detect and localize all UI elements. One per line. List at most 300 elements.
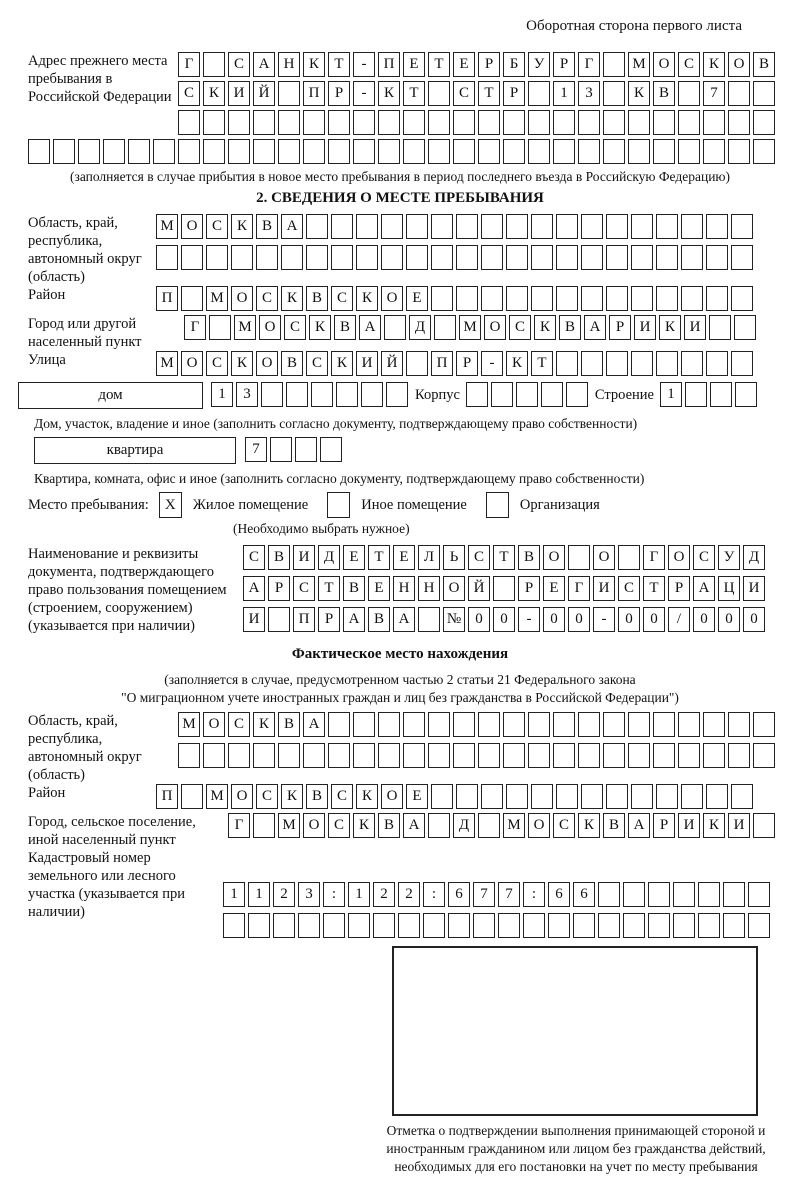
char-box: А: [303, 712, 325, 737]
char-box: [303, 743, 325, 768]
house-line: [18, 382, 800, 411]
oblast-row-1: [156, 214, 800, 239]
char-box: О: [181, 214, 203, 239]
char-box: [78, 139, 100, 164]
prev-address-row-2: [178, 81, 800, 106]
char-box: [203, 110, 225, 135]
char-box: [353, 743, 375, 768]
char-box: [581, 214, 603, 239]
char-box: Ь: [443, 545, 465, 570]
char-box: [478, 813, 500, 838]
char-box: 1: [660, 382, 682, 407]
char-box: В: [281, 351, 303, 376]
char-box: [373, 913, 395, 938]
char-box: [278, 110, 300, 135]
char-box: [503, 139, 525, 164]
char-box: [656, 286, 678, 311]
char-box: [728, 139, 750, 164]
char-box: [53, 139, 75, 164]
char-box: [631, 214, 653, 239]
document-row-2: [243, 576, 800, 601]
char-box: К: [506, 351, 528, 376]
char-box: Е: [406, 286, 428, 311]
char-box: [261, 382, 283, 407]
factual-title: Фактическое место нахождения: [291, 646, 509, 662]
gorod-label: Город или другой населенный пункт: [28, 316, 142, 350]
char-box: С: [256, 286, 278, 311]
char-box: [606, 784, 628, 809]
char-box: Д: [409, 315, 431, 340]
char-box: [656, 214, 678, 239]
char-box: [228, 743, 250, 768]
char-box: А: [628, 813, 650, 838]
char-box: О: [203, 712, 225, 737]
char-box: [731, 286, 753, 311]
char-box: [328, 110, 350, 135]
char-box: А: [243, 576, 265, 601]
char-box: [478, 139, 500, 164]
char-box: Г: [578, 52, 600, 77]
char-box: 0: [618, 607, 640, 632]
stroenie-label: Строение: [594, 387, 654, 403]
char-box: М: [503, 813, 525, 838]
char-box: [181, 245, 203, 270]
char-box: Й: [253, 81, 275, 106]
document-row-1: [243, 545, 800, 570]
char-box: М: [206, 784, 228, 809]
char-box: Т: [368, 545, 390, 570]
char-box: [228, 139, 250, 164]
apartment-number-row: [245, 437, 345, 462]
page-side-note: Оборотная сторона первого листа: [526, 18, 742, 34]
char-box: [753, 110, 775, 135]
stroenie-row: [660, 382, 760, 407]
char-box: [231, 245, 253, 270]
char-box: К: [356, 286, 378, 311]
char-box: П: [431, 351, 453, 376]
char-box: К: [331, 351, 353, 376]
char-box: Р: [328, 81, 350, 106]
char-box: И: [634, 315, 656, 340]
char-box: О: [231, 784, 253, 809]
char-box: К: [231, 351, 253, 376]
char-box: 7: [703, 81, 725, 106]
oblast-rows: [156, 214, 800, 276]
char-box: [295, 437, 317, 462]
char-box: [598, 882, 620, 907]
char-box: [710, 382, 732, 407]
char-box: [228, 110, 250, 135]
char-box: [466, 382, 488, 407]
char-box: [456, 245, 478, 270]
char-box: 2: [273, 882, 295, 907]
char-box: 0: [468, 607, 490, 632]
char-box: [581, 245, 603, 270]
char-box: В: [278, 712, 300, 737]
char-box: М: [234, 315, 256, 340]
char-box: [353, 712, 375, 737]
char-box: [28, 139, 50, 164]
char-box: Р: [518, 576, 540, 601]
char-box: :: [323, 882, 345, 907]
oblast-row-2: [156, 245, 800, 270]
char-box: 6: [548, 882, 570, 907]
char-box: У: [528, 52, 550, 77]
char-box: [209, 315, 231, 340]
char-box: [603, 712, 625, 737]
char-box: Е: [406, 784, 428, 809]
char-box: [628, 743, 650, 768]
char-box: 1: [248, 882, 270, 907]
char-box: Н: [393, 576, 415, 601]
char-box: [281, 245, 303, 270]
apartment-note: Квартира, комната, офис и иное (заполнить согласно документу, подтверждающему право собственности): [34, 471, 645, 486]
char-box: У: [718, 545, 740, 570]
char-box: 7: [473, 882, 495, 907]
char-box: Р: [456, 351, 478, 376]
stay-type-note: (Необходимо выбрать нужное): [233, 521, 410, 536]
char-box: [403, 712, 425, 737]
char-box: Б: [503, 52, 525, 77]
char-box: [453, 712, 475, 737]
char-box: [631, 351, 653, 376]
char-box: [381, 214, 403, 239]
char-box: П: [303, 81, 325, 106]
char-box: Д: [743, 545, 765, 570]
char-box: Й: [468, 576, 490, 601]
char-box: Г: [228, 813, 250, 838]
char-box: [706, 286, 728, 311]
char-box: [623, 913, 645, 938]
char-box: [706, 245, 728, 270]
char-box: 7: [245, 437, 267, 462]
char-box: В: [306, 784, 328, 809]
char-box: [706, 784, 728, 809]
char-box: [418, 607, 440, 632]
char-box: А: [281, 214, 303, 239]
char-box: [734, 315, 756, 340]
char-box: О: [668, 545, 690, 570]
char-box: [728, 110, 750, 135]
stamp-box: [392, 946, 758, 1116]
char-box: [178, 743, 200, 768]
char-box: И: [728, 813, 750, 838]
char-box: [706, 214, 728, 239]
char-box: Р: [668, 576, 690, 601]
korpus-label: Корпус: [415, 387, 460, 403]
kadastr-label: Кадастровый номер земельного или лесного участка (указывается при наличии): [28, 850, 185, 920]
char-box: 7: [498, 882, 520, 907]
char-box: [481, 784, 503, 809]
char-box: С: [331, 784, 353, 809]
char-box: [156, 245, 178, 270]
char-box: [728, 81, 750, 106]
char-box: 2: [398, 882, 420, 907]
char-box: Н: [418, 576, 440, 601]
factual-note-1: (заполняется в случае, предусмотренном частью 2 статьи 21 Федерального закона: [164, 672, 636, 687]
ulitsa-block: [28, 351, 800, 380]
house-type-box: [18, 382, 203, 409]
oblast-block: [28, 214, 800, 286]
char-box: В: [653, 81, 675, 106]
char-box: Е: [403, 52, 425, 77]
char-box: 0: [693, 607, 715, 632]
char-box: [553, 712, 575, 737]
char-box: [353, 139, 375, 164]
char-box: [681, 214, 703, 239]
checkbox-organization: [486, 492, 509, 518]
char-box: :: [523, 882, 545, 907]
char-box: [356, 214, 378, 239]
char-box: [361, 382, 383, 407]
char-box: [378, 110, 400, 135]
char-box: [206, 245, 228, 270]
house-note: Дом, участок, владение и иное (заполнить согласно документу, подтверждающему право собственности): [34, 416, 638, 431]
char-box: [270, 437, 292, 462]
char-box: [541, 382, 563, 407]
char-box: [478, 743, 500, 768]
char-box: С: [693, 545, 715, 570]
char-box: [253, 743, 275, 768]
char-box: Т: [531, 351, 553, 376]
char-box: [431, 245, 453, 270]
char-box: [384, 315, 406, 340]
char-box: С: [678, 52, 700, 77]
char-box: -: [481, 351, 503, 376]
char-box: -: [353, 52, 375, 77]
char-box: [278, 81, 300, 106]
char-box: [428, 81, 450, 106]
char-box: [548, 913, 570, 938]
char-box: [618, 545, 640, 570]
char-box: С: [293, 576, 315, 601]
char-box: [678, 743, 700, 768]
char-box: [628, 110, 650, 135]
char-box: К: [253, 712, 275, 737]
char-box: О: [728, 52, 750, 77]
char-box: И: [743, 576, 765, 601]
char-box: Т: [403, 81, 425, 106]
char-box: [673, 913, 695, 938]
char-box: :: [423, 882, 445, 907]
char-box: К: [659, 315, 681, 340]
char-box: [331, 245, 353, 270]
house-number-row: [211, 382, 411, 407]
char-box: [431, 214, 453, 239]
char-box: [268, 607, 290, 632]
char-box: [728, 743, 750, 768]
char-box: [656, 351, 678, 376]
factual-note-2: "О миграционном учете иностранных граждан и лиц без гражданства в Российской Федерации"): [121, 690, 679, 705]
char-box: [253, 139, 275, 164]
char-box: С: [228, 712, 250, 737]
char-box: Р: [478, 52, 500, 77]
char-box: И: [293, 545, 315, 570]
factual-oblast-row-2: [178, 743, 800, 768]
char-box: [203, 52, 225, 77]
char-box: [491, 382, 513, 407]
char-box: К: [231, 214, 253, 239]
char-box: [428, 813, 450, 838]
document-rows: [243, 545, 800, 638]
char-box: О: [484, 315, 506, 340]
char-box: [528, 110, 550, 135]
char-box: С: [243, 545, 265, 570]
char-box: [256, 245, 278, 270]
char-box: [181, 286, 203, 311]
char-box: О: [593, 545, 615, 570]
ulitsa-row: [156, 351, 756, 376]
char-box: [528, 139, 550, 164]
char-box: С: [206, 351, 228, 376]
char-box: [703, 743, 725, 768]
char-box: [606, 351, 628, 376]
char-box: [681, 784, 703, 809]
char-box: [628, 712, 650, 737]
char-box: [531, 214, 553, 239]
char-box: [456, 214, 478, 239]
char-box: [566, 382, 588, 407]
char-box: М: [628, 52, 650, 77]
char-box: С: [509, 315, 531, 340]
char-box: [556, 214, 578, 239]
char-box: 3: [578, 81, 600, 106]
char-box: [381, 245, 403, 270]
char-box: С: [284, 315, 306, 340]
char-box: [273, 913, 295, 938]
char-box: О: [543, 545, 565, 570]
char-box: К: [303, 52, 325, 77]
char-box: [406, 214, 428, 239]
char-box: Р: [653, 813, 675, 838]
factual-oblast-row-1: [178, 712, 800, 737]
char-box: С: [328, 813, 350, 838]
char-box: [578, 743, 600, 768]
char-box: О: [443, 576, 465, 601]
char-box: О: [381, 784, 403, 809]
char-box: [648, 913, 670, 938]
char-box: [731, 214, 753, 239]
char-box: [103, 139, 125, 164]
char-box: О: [528, 813, 550, 838]
house-type-label: дом: [98, 387, 123, 403]
char-box: [456, 286, 478, 311]
stamp-area: [346, 946, 800, 1176]
char-box: [673, 882, 695, 907]
stay-type-label: Место пребывания:: [28, 496, 149, 513]
char-box: М: [278, 813, 300, 838]
char-box: К: [703, 813, 725, 838]
char-box: 0: [543, 607, 565, 632]
char-box: М: [206, 286, 228, 311]
char-box: [428, 712, 450, 737]
char-box: 1: [553, 81, 575, 106]
char-box: Г: [184, 315, 206, 340]
char-box: А: [693, 576, 715, 601]
char-box: [128, 139, 150, 164]
char-box: К: [578, 813, 600, 838]
char-box: [506, 245, 528, 270]
char-box: [328, 712, 350, 737]
char-box: [748, 882, 770, 907]
char-box: [286, 382, 308, 407]
char-box: [331, 214, 353, 239]
char-box: 6: [573, 882, 595, 907]
char-box: [428, 139, 450, 164]
char-box: О: [653, 52, 675, 77]
char-box: П: [378, 52, 400, 77]
char-box: К: [203, 81, 225, 106]
char-box: /: [668, 607, 690, 632]
char-box: [678, 139, 700, 164]
char-box: К: [628, 81, 650, 106]
char-box: [753, 81, 775, 106]
char-box: [631, 784, 653, 809]
char-box: Т: [643, 576, 665, 601]
char-box: [553, 110, 575, 135]
char-box: [528, 743, 550, 768]
char-box: А: [359, 315, 381, 340]
factual-gorod-block: [28, 813, 800, 849]
char-box: И: [228, 81, 250, 106]
rayon-label: Район: [28, 287, 66, 303]
char-box: [434, 315, 456, 340]
option-other-premises-label: Иное помещение: [361, 496, 467, 513]
char-box: [531, 245, 553, 270]
char-box: А: [584, 315, 606, 340]
char-box: Л: [418, 545, 440, 570]
char-box: Р: [609, 315, 631, 340]
char-box: [298, 913, 320, 938]
char-box: Й: [381, 351, 403, 376]
char-box: С: [453, 81, 475, 106]
char-box: [406, 351, 428, 376]
ulitsa-label: Улица: [28, 352, 66, 368]
kadastr-row-2: [223, 913, 800, 938]
char-box: Д: [453, 813, 475, 838]
char-box: [681, 286, 703, 311]
char-box: [606, 286, 628, 311]
char-box: [553, 743, 575, 768]
char-box: [398, 913, 420, 938]
char-box: [603, 81, 625, 106]
char-box: 0: [568, 607, 590, 632]
char-box: Е: [343, 545, 365, 570]
char-box: К: [281, 784, 303, 809]
kadastr-rows: [223, 849, 800, 944]
checkbox-residential: X: [159, 492, 182, 518]
char-box: [581, 784, 603, 809]
char-box: [181, 784, 203, 809]
char-box: В: [603, 813, 625, 838]
char-box: [378, 743, 400, 768]
char-box: [706, 351, 728, 376]
char-box: [678, 110, 700, 135]
char-box: А: [403, 813, 425, 838]
char-box: [306, 245, 328, 270]
apartment-line: [34, 437, 800, 466]
char-box: Р: [318, 607, 340, 632]
char-box: [656, 245, 678, 270]
char-box: [603, 743, 625, 768]
apartment-type-box: [34, 437, 236, 464]
char-box: И: [356, 351, 378, 376]
char-box: [428, 110, 450, 135]
char-box: 3: [236, 382, 258, 407]
char-box: [323, 913, 345, 938]
char-box: [506, 214, 528, 239]
char-box: [578, 110, 600, 135]
